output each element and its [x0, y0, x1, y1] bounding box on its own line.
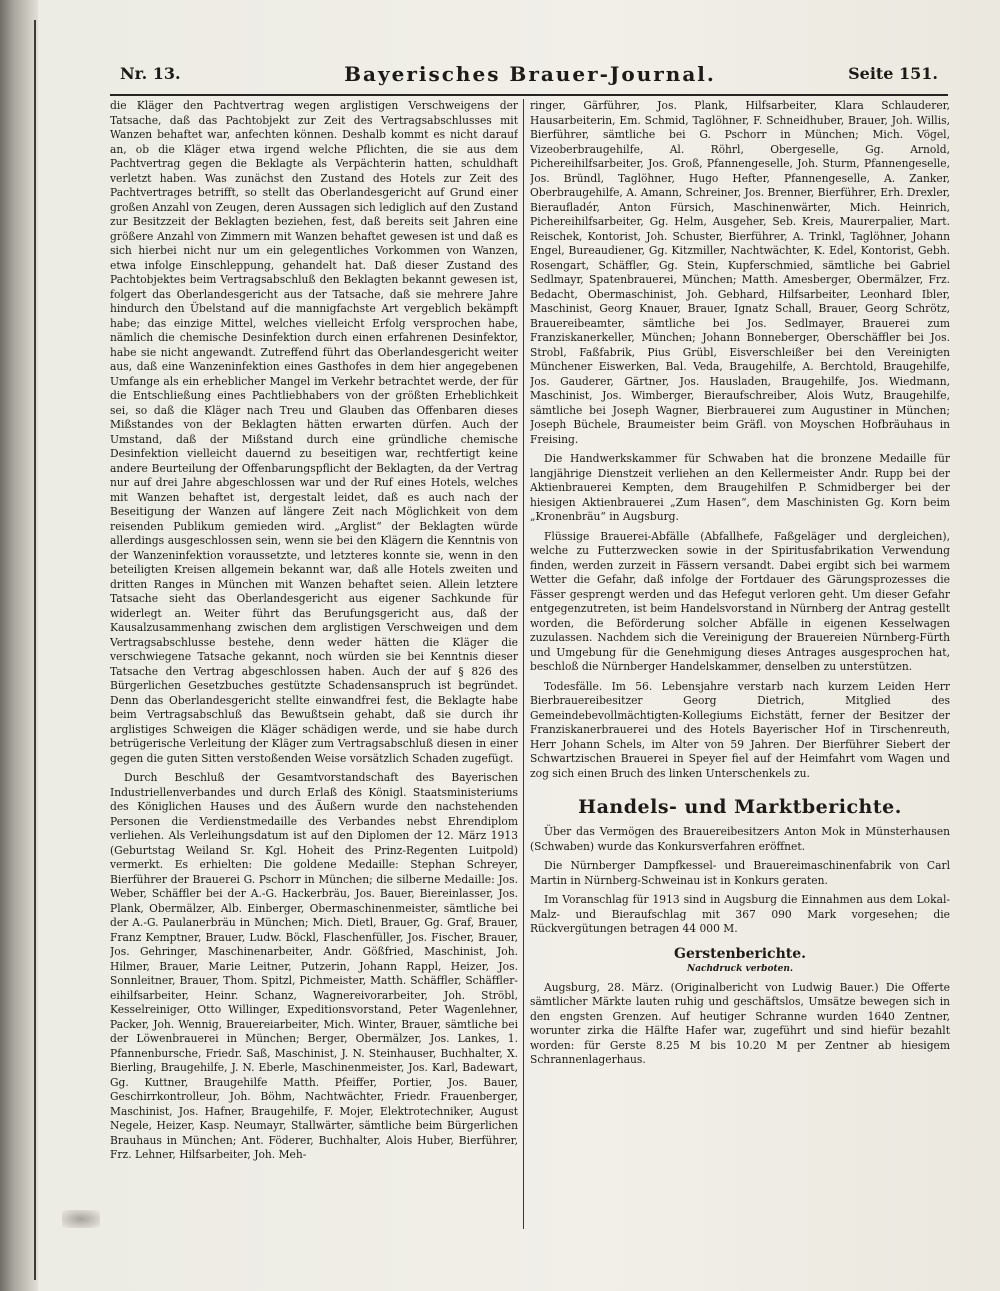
- market-paragraph: Über das Vermögen des Brauereibesitzers Anton Mok in Münsterhausen (Schwaben) wurde das Konkursverfahren eröffnet.: [530, 825, 950, 853]
- header-rule: [110, 94, 948, 96]
- spine-rule: [34, 20, 36, 1280]
- book-spine: [0, 0, 38, 1291]
- column-divider: [523, 99, 524, 1229]
- reprint-note: Nachdruck verboten.: [686, 963, 794, 974]
- journal-title: Bayerisches Brauer-Journal.: [344, 62, 716, 86]
- article-paragraph: Todesfälle. Im 56. Lebensjahre verstarb nach kurzem Leiden Herr Bierbrauereibesitzer Georg Dietrich, Mitglied des Gemeindebevollmächtigten-Kollegiums Eichstätt, ferner der Besitzer der Franziskanerbrauerei und des Hotels Bayerischer Hof in Tirschenreuth, Herr Johann Schels, im Alter von 59 Jahren. Der Bierführer Siebert der Schwartzischen Brauerei in Speyer fiel auf der Heimfahrt vom Wagen und zog sich einen Bruch des linken Unterschenkels zu.: [530, 679, 950, 780]
- page-number: Seite 151.: [848, 64, 938, 83]
- subsection-title: Gerstenberichte.: [673, 945, 806, 962]
- article-paragraph: Flüssige Brauerei-Abfälle (Abfallhefe, Faßgeläger und dergleichen), welche zu Futterzwecken sowie in der Spiritusfabrikation Verwendung finden, werden zurzeit in Fässern versandt. Dabei ergibt sich bei warmem Wetter die Gefahr, daß infolge der Fortdauer des Gärungsprozesses die Fässer gesprengt werden und das Hefegut verloren geht. Um dieser Gefahr entgegenzutreten, ist beim Handelsvorstand in Nürnberg der Antrag gestellt worden, die Beförderung solcher Abfälle in eigenen Kesselwagen zuzulassen. Nachdem sich die Vereinigung der Brauereien Nürnberg-Fürth und Umgebung für die Genehmigung dieses Antrages ausgesprochen hat, beschloß die Nürnberger Handelskammer, denselben zu unterstützen.: [530, 529, 950, 673]
- article-paragraph: ringer, Gärführer, Jos. Plank, Hilfsarbeiter, Klara Schlauderer, Hausarbeiterin, Em. Schmid, Taglöhner, F. Schneidhuber, Brauer, Joh. Willis, Bierführer, sämtliche bei G. Pschorr in München; Mich. Vögel, Vizeoberbraugehilfe, Al. Röhrl, Obergeselle, Gg. Arnold, Pichereihilfsarbeiter, Jos. Groß, Pfannengeselle, Joh. Sturm, Pfannengeselle, Jos. Bründl, Taglöhner, Hugo Hefter, Pfannengeselle, A. Zanker, Oberbraugehilfe, A. Amann, Schreiner, Jos. Brenner, Bierführer, Erh. Drexler, Bieraufladér, Anton Fürsich, Maschinenwärter, Mich. Heinrich, Pichereihilfsarbeiter, Gg. Helm, Ausgeher, Seb. Kreis, Maurerpalier, Mart. Reischek, Kontorist, Joh. Schuster, Bierführer, A. Trinkl, Taglöhner, Johann Engel, Bureaudiener, Gg. Kitzmiller, Nachtwächter, K. Edel, Kontorist, Gebh. Rosengart, Schäffler, Gg. Stein, Kupferschmied, sämtliche bei Gabriel Sedlmayr, Spatenbrauerei, München; Matth. Amesberger, Obermälzer, Frz. Bedacht, Obermaschinist, Joh. Gebhard, Hilfsarbeiter, Leonhard Ibler, Maschinist, Georg Knauer, Brauer, Ignatz Schall, Brauer, Georg Schrötz, Brauereibeamter, sämtliche bei Jos. Sedlmayer, Brauerei zum Franziskanerkeller, München; Johann Bonneberger, Oberschäffler bei Jos. Strobl, Faßfabrik, Pius Grübl, Eisverschleißer bei den Vereinigten Münchener Eiswerken, Bal. Veda, Braugehilfe, A. Berchtold, Braugehilfe, Jos. Gauderer, Gärtner, Jos. Hausladen, Braugehilfe, Jos. Wiedmann, Maschinist, Jos. Wimberger, Bieraufschreiber, Alois Wutz, Braugehilfe, sämtliche bei Joseph Wagner, Bierbrauerei zum Augustiner in München; Joseph Büchele, Braumeister beim Gräfl. von Moyschen Hofbräuhaus in Freising.: [530, 99, 950, 446]
- issue-number: Nr. 13.: [120, 64, 181, 83]
- article-paragraph: die Kläger den Pachtvertrag wegen arglistigen Verschweigens der Tatsache, daß das Pachtobjekt zur Zeit des Vertragsabschlusses mit Wanzen behaftet war, anfechten können. Deshalb kommt es nicht darauf an, ob die Kläger etwa irgend welche Pflichten, die sie aus dem Pachtvertrag gegen die Beklagte als Verpächterin hatten, schuldhaft verletzt haben. Was zunächst den Zustand des Hotels zur Zeit des Pachtvertrages betrifft, so stellt das Oberlandesgericht auf Grund einer großen Anzahl von Zeugen, deren Aussagen sich lediglich auf den Zustand zur Besitzzeit der Beklagten beziehen, fest, daß bereits seit Jahren eine größere Anzahl von Zimmern mit Wanzen behaftet gewesen ist und daß es sich hierbei nicht nur um ein gelegentliches Vorkommen von Wanzen, etwa infolge Einschleppung, gehandelt hat. Daß dieser Zustand des Pachtobjektes beim Vertragsabschluß den Beklagten bekannt gewesen ist, folgert das Oberlandesgericht aus der Tatsache, daß sie mehrere Jahre hindurch den Übelstand auf die mannigfachste Art vergeblich bekämpft habe; das einzige Mittel, welches vielleicht Erfolg versprochen habe, nämlich die chemische Desinfektion durch einen erfahrenen Desinfektor, habe sie nicht angewandt. Zutreffend führt das Oberlandesgericht weiter aus, daß eine Wanzeninfektion eines Gasthofes in dem hier angegebenen Umfange als ein erheblicher Mangel im Verkehr betrachtet werde, der für die Entschließung eines Pachtliebhabers von der größten Erheblichkeit sei, so daß die Kläger nach Treu und Glauben das Offenbaren dieses Mißstandes von der Beklagten hätten erwarten dürfen. Auch der Umstand, daß der Mißstand durch eine gründliche chemische Desinfektion vielleicht dauernd zu beseitigen war, rechtfertigt keine andere Beurteilung der Offenbarungspflicht der Beklagten, da der Vertrag nur auf drei Jahre abgeschlossen war und der Ruf eines Hotels, welches mit Wanzen behaftet ist, dergestalt leidet, daß es auch nach der Beseitigung der Wanzen auf längere Zeit nach Möglichkeit von dem reisenden Publikum gemieden wird. „Arglist“ der Beklagten würde allerdings ausgeschlossen sein, wenn sie bei den Klägern die Kenntnis von der Wanzeninfektion voraussetzte, und letzteres konnte sie, wenn in den beteiligten Kreisen allgemein bekannt war, daß alle Hotels zweiten und dritten Ranges in München mit Wanzen behaftet seien. Allein letztere Tatsache sieht das Oberlandesgericht aus eigener Sachkunde für widerlegt an. Weiter führt das Berufungsgericht aus, daß der Kausalzusammenhang zwischen dem arglistigen Verschweigen und dem Vertragsabschlusse bestehe, denn weder hätten die Kläger die verschwiegene Tatsache gekannt, noch würden sie bei Kenntnis dieser Tatsache den Vertrag abgeschlossen haben. Auch der auf § 826 des Bürgerlichen Gesetzbuches gestützte Schadensanspruch ist begründet. Denn das Oberlandesgericht stellte einwandfrei fest, die Beklagte habe beim Vertragsabschluß das Bewußtsein gehabt, daß sie durch ihr arglistiges Schweigen die Kläger schädigen werde, und sie habe durch betrügerische Verleitung der Kläger zum Vertragsabschluß diesen in einer gegen die guten Sitten verstoßenden Weise vorsätzlich Schaden zugefügt.: [110, 99, 518, 765]
- market-paragraph: Augsburg, 28. März. (Originalbericht von Ludwig Bauer.) Die Offerte sämtlicher Märkte lauten ruhig und geschäftslos, Umsätze bewegen sich in den engsten Grenzen. Auf heutiger Schranne wurden 1640 Zentner, worunter zirka die Hälfte Hafer war, zugeführt und sind hiefür bezahlt worden: für Gerste 8.25 M bis 10.20 M per Zentner ab hiesigem Schrannenlagerhaus.: [530, 980, 950, 1066]
- page-header: [110, 62, 950, 88]
- article-paragraph: Durch Beschluß der Gesamtvorstandschaft des Bayerischen Industriellenverbandes und durch Erlaß des Königl. Staatsministeriums des Königlichen Hauses und des Äußern wurde den nachstehenden Personen die Verdienstmedaille des Verbandes nebst Ehrendiplom verliehen. Als Verleihungsdatum ist auf den Diplomen der 12. März 1913 (Geburtstag Weiland Sr. Kgl. Hoheit des Prinz-Regenten Luitpold) vermerkt. Es erhielten: Die goldene Medaille: Stephan Schreyer, Bierführer der Brauerei G. Pschorr in München; die silberne Medaille: Jos. Weber, Schäffler bei der A.-G. Hackerbräu, Jos. Bauer, Biereinlasser, Jos. Plank, Obermälzer, Alb. Einberger, Obermaschinenmeister, sämtliche bei der A.-G. Paulanerbräu in München; Mich. Dietl, Brauer, Gg. Graf, Brauer, Franz Kemptner, Brauer, Ludw. Böckl, Flaschenfüller, Jos. Fischer, Brauer, Jos. Gehringer, Maschinenarbeiter, Andr. Gößfried, Maschinist, Joh. Hilmer, Brauer, Marie Leitner, Putzerin, Johann Rappl, Heizer, Jos. Sonnleitner, Brauer, Thom. Spitzl, Pichmeister, Matth. Schäffler, Schäfflereihilfsarbeiter, Heinr. Schanz, Wagnereivorarbeiter, Joh. Ströbl, Kesselreiniger, Otto Willinger, Expeditionsvorstand, Peter Wagenlehner, Packer, Joh. Wennig, Brauereiarbeiter, Mich. Winter, Brauer, sämtliche bei der Löwenbrauerei in München; Berger, Obermälzer, Jos. Lankes, 1. Pfannenbursche, Friedr. Saß, Maschinist, J. N. Steinhauser, Buchhalter, X. Bierling, Braugehilfe, J. N. Eberle, Maschinenmeister, Jos. Karl, Badewart, Gg. Kuttner, Braugehilfe Matth. Pfeiffer, Portier, Jos. Bauer, Geschirrkontrolleur, Joh. Böhm, Nachtwächter, Friedr. Frauenberger, Maschinist, Jos. Hafner, Braugehilfe, F. Mojer, Elektrotechniker, August Negele, Heizer, Kasp. Neumayr, Stallwärter, sämtliche beim Bürgerlichen Brauhaus in München; Ant. Föderer, Buchhalter, Alois Huber, Bierführer, Frz. Lehner, Hilfsarbeiter, Joh. Meh-: [110, 771, 518, 1161]
- ink-stain: [62, 1210, 100, 1228]
- article-paragraph: Die Handwerkskammer für Schwaben hat die bronzene Medaille für langjährige Dienstzeit verliehen an den Kellermeister Andr. Rupp bei der Aktienbrauerei Kempten, dem Braugehilfen P. Schmidberger bei der hiesigen Aktienbrauerei „Zum Hasen“, dem Maschinisten Gg. Korn beim „Kronenbräu“ in Augsburg.: [530, 452, 950, 523]
- market-paragraph: Die Nürnberger Dampfkessel- und Brauereimaschinenfabrik von Carl Martin in Nürnberg-Schweinau ist in Konkurs geraten.: [530, 859, 950, 887]
- right-column: [530, 99, 950, 1229]
- market-paragraph: Im Voranschlag für 1913 sind in Augsburg die Einnahmen aus dem Lokal-Malz- und Bieraufschlag mit 367 090 Mark vorgesehen; die Rückvergütungen betragen 44 000 M.: [530, 893, 950, 935]
- section-title: Handels- und Marktberichte.: [578, 796, 902, 818]
- left-column: [110, 99, 518, 1229]
